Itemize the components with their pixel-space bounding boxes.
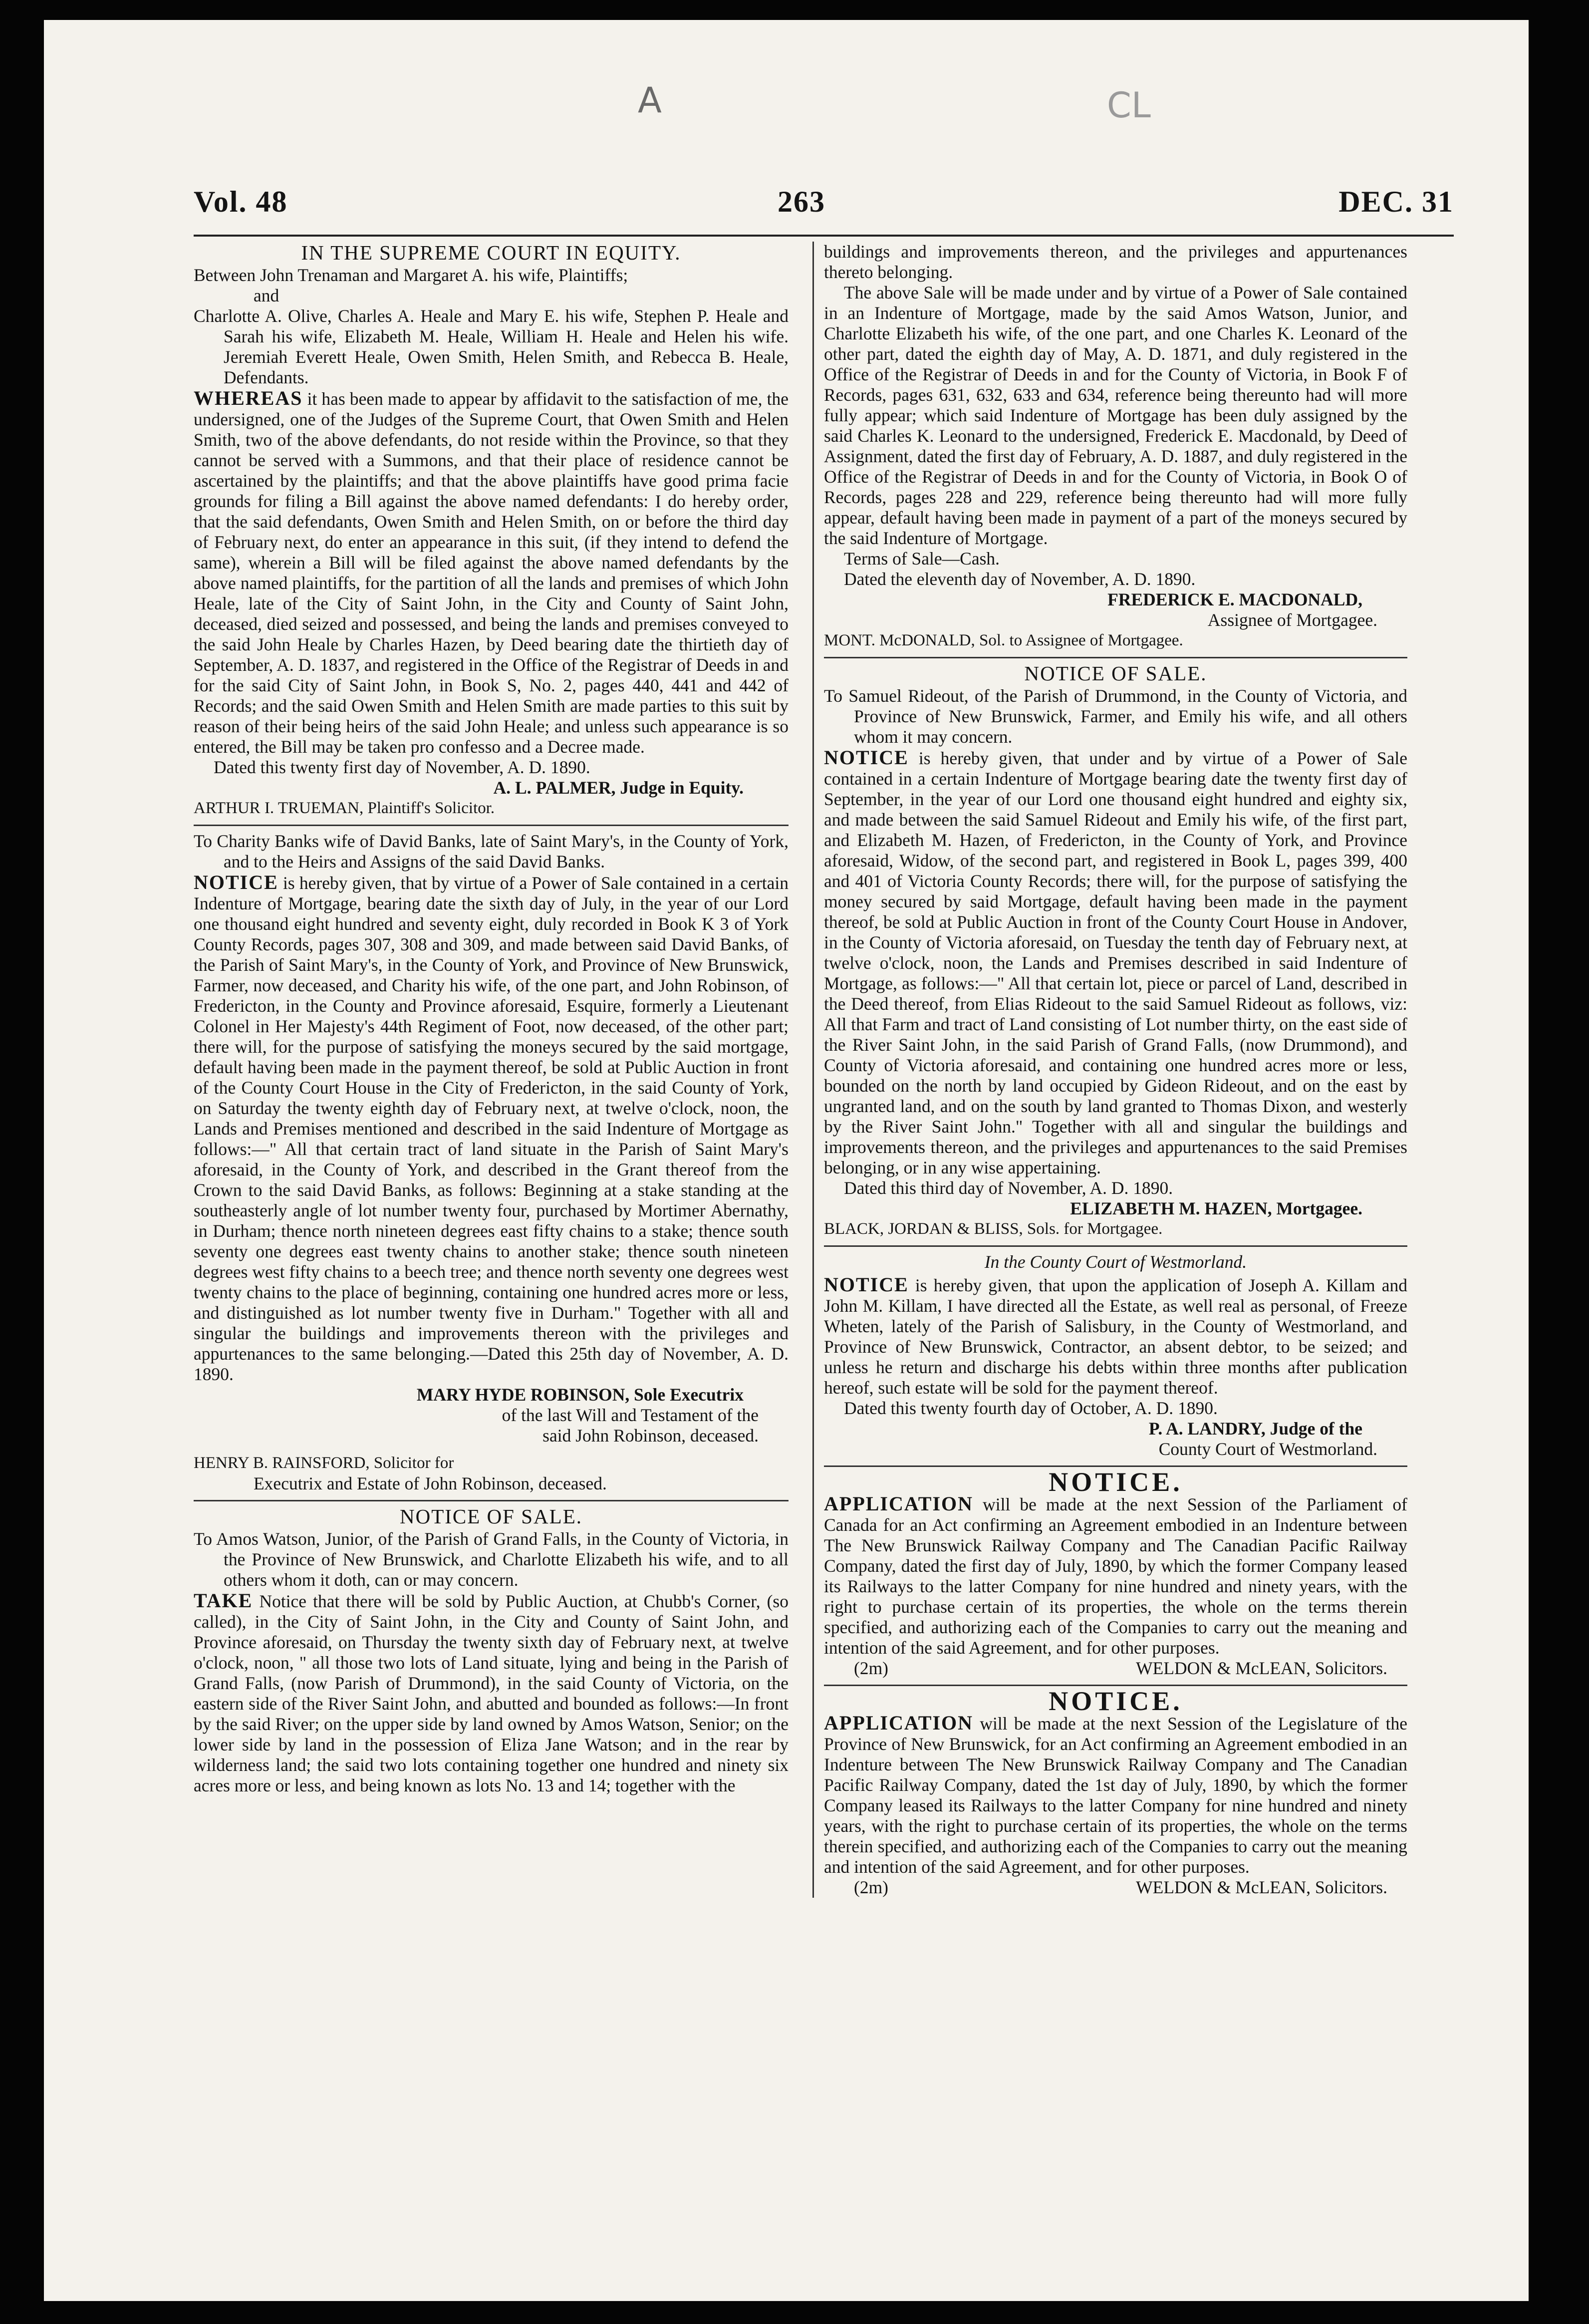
page-header [194, 180, 1454, 235]
notice-lead-word: NOTICE [194, 871, 278, 893]
notice-body: is hereby given, that by virtue of a Power of Sale contained in a certain Indenture of Mortgage, bearing date the sixth day of July, in the year of our Lord one thousand eight hundred and seventy eight, duly recorded in Book K 3 of York County Records, pages 307, 308 and 309, and made between said David Banks, of the Parish of Saint Mary's, in the County of York, and Province of New Brunswick, Farmer, now deceased, and Charity his wife, of the one part, and John Robinson, of Fredericton, in the County and Province aforesaid, Esquire, formerly a Lieutenant Colonel in Her Majesty's 44th Regiment of Foot, now deceased, of the other part; there will, for the purpose of satisfying the moneys secured by the said mortgage, default having been made in the payment thereof, be sold at Public Auction in front of the County Court House in the City of Fredericton, in the said County of York, on Saturday the twenty eighth day of February next, at twelve o'clock, noon, the Lands and Premises mentioned and described in the said Indenture of Mortgage as follows:—" All that certain tract of land situate in the Parish of Saint Mary's aforesaid, in the County of York, and described in the Grant thereof from the Crown to the said David Banks, as follows: Beginning at a stake standing at the southeasterly angle of lot number twenty four, purchased by Mortimer Abernathy, in Durham; thence north nineteen degrees east fifty chains to a stake; thence south seventy one degrees east twenty chains to another stake; thence south nineteen degrees west fifty chains to a beech tree; and thence north seventy one degrees west twenty chains to the place of beginning, containing one hundred acres more or less, and distinguished as lot number twenty five in Durham." Together with all and singular the buildings and improvements thereon with the privileges and appurtenances to the same belonging.—Dated this 25th day of November, A. D. 1890. [194, 873, 789, 1384]
right-column [812, 242, 1407, 1898]
gazette-page [44, 20, 1529, 2301]
notice-address: To Charity Banks wife of David Banks, late of Saint Mary's, in the County of York, and to the Heirs and Assigns of the said David Banks. [194, 831, 789, 872]
notice-body: will be made at the next Session of the Parliament of Canada for an Act confirming an Agreement embodied in an Indenture between The New Brunswick Railway Company and The Canadian Pacific Railway Company, dated the first day of July, 1890, by which the former Company leased its Railways to the latter Company for nine hundred and ninety years, with the right to purchase certain of its properties, the whole on the terms therein specified, and authorizing each of the Companies to carry out the meaning and intention of the said Agreement, and for other purposes. [824, 1494, 1407, 1658]
notice-solicitor: ARTHUR I. TRUEMAN, Plaintiff's Solicitor. [194, 799, 495, 817]
notice-para2: The above Sale will be made under and by virtue of a Power of Sale contained in an Indenture of Mortgage, made by the said Amos Watson, Junior, and Charlotte Elizabeth his wife, of the one part, and one Charles K. Leonard of the other part, dated the eighth day of May, A. D. 1871, and duly registered in the Office of the Registrar of Deeds in and for the County of Victoria, in Book F of Records, pages 631, 632, 633 and 634, reference being thereunto had will more fully appear; which said Indenture of Mortgage has been duly assigned by the said Charles K. Leonard to the undersigned, Frederick E. Macdonald, by Deed of Assignment, dated the first day of February, A. D. 1887, and duly registered in the Office of the Registrar of Deeds in and for the County of Victoria, in Book O of Records, pages 228 and 229, reference being thereunto had will more fully appear, default having been made in payment of a part of the moneys secured by the said Indenture of Mortgage. [824, 283, 1407, 548]
pencil-mark: CL [1107, 85, 1151, 126]
notice-parliament-application [824, 1467, 1407, 1679]
notice-body-para [824, 747, 1407, 1178]
notice-heading: NOTICE OF SALE. [400, 1505, 582, 1528]
notice-body: is hereby given, that upon the application of Joseph A. Killam and John M. Killam, I have directed all the Estate, as well real as personal, of Freeze Wheten, lately of the Parish of Salisbury, in the County of Westmorland, and Province of New Brunswick, Contractor, an absent debtor, to be seized; and unless he return and discharge his debts within three months after publication hereof, such estate will be sold for the payment thereof. [824, 1275, 1407, 1398]
divider [194, 1500, 789, 1501]
notice-address: To Amos Watson, Junior, of the Parish of Grand Falls, in the County of Victoria, in the Province of New Brunswick, and Charlotte Elizabeth his wife, and to all others whom it doth, can or may concern. [194, 1529, 789, 1590]
notice-lead-word: APPLICATION [824, 1492, 974, 1515]
notice-signer-line3: said John Robinson, deceased. [542, 1426, 759, 1446]
notice-signer-line2: County Court of Westmorland. [1158, 1439, 1377, 1459]
notice-footer [824, 1658, 1407, 1679]
notice-dated: Dated this twenty fourth day of October, A. D. 1890. [844, 1398, 1218, 1418]
left-column [194, 242, 789, 1898]
notice-signer: P. A. LANDRY, Judge of the [1148, 1419, 1362, 1439]
notice-code: (2m) [854, 1877, 889, 1897]
notice-lead-word: TAKE [194, 1589, 253, 1612]
notice-heading: IN THE SUPREME COURT IN EQUITY. [301, 242, 681, 264]
notice-body-para [194, 1590, 789, 1796]
notice-body: it has been made to appear by affidavit to the satisfaction of me, the undersigned, one of the Judges of the Supreme Court, that Owen Smith and Helen Smith, two of the above defendants, do not reside within the Province, so that they cannot be served with a Summons, and that their place of residence cannot be ascertained by the plaintiffs; and that the above plaintiffs have good prima facie grounds for filing a Bill against the above named defendants: I do hereby order, that the said defendants, Owen Smith and Helen Smith, on or before the third day of February next, do enter an appearance in this suit, (if they intend to defend the same), wherein a Bill will be filed against the above named defendants by the above named plaintiffs, for the partition of all the lands and premises of which John Heale, late of the City of Saint John, in the City and County of Saint John, deceased, died seized and possessed, and being the lands and premises conveyed to the said John Heale by Charles Hazen, by Deed bearing date the thirtieth day of September, A. D. 1837, and registered in the Office of the Registrar of Deeds in and for the said City of Saint John, in Book S, No. 2, pages 440, 441 and 442 of Records; and the said Owen Smith and Helen Smith are made parties to this suit by reason of their being heirs of the said John Heale; and unless such appearance is so entered, the Bill may be taken pro confesso and a Decree made. [194, 389, 789, 757]
notice-sale-watson [194, 1506, 789, 1796]
notice-terms: Terms of Sale—Cash. [844, 549, 1000, 569]
notice-sale-watson-cont [824, 242, 1407, 651]
notice-address: To Samuel Rideout, of the Parish of Drummond, in the County of Victoria, and Province of New Brunswick, Farmer, and Emily his wife, and all others whom it may concern. [824, 686, 1407, 747]
notice-footer [824, 1877, 1407, 1898]
notice-lead-word: APPLICATION [824, 1712, 974, 1734]
notice-dated: Dated this third day of November, A. D. 1890. [844, 1178, 1173, 1198]
notice-signer-line2: Assignee of Mortgagee. [1207, 610, 1377, 630]
notice-solicitor: BLACK, JORDAN & BLISS, Sols. for Mortgagee. [824, 1220, 1163, 1238]
notice-code: (2m) [854, 1658, 889, 1678]
notice-body-continued: buildings and improvements thereon, and the privileges and appurtenances thereto belonging. [824, 242, 1407, 282]
notice-body: Notice that there will be sold by Public Auction, at Chubb's Corner, (so called), in the City of Saint John, in the City and County of Saint John, and Province aforesaid, on Thursday the twenty sixth day of February next, at twelve o'clock, noon, " all those two lots of Land situate, lying and being in the Parish of Grand Falls, (now Parish of Drummond), in the said County of Victoria, on the eastern side of the River Saint John, and abutted and bounded as follows:—In front by the said River; on the upper side by land owned by Amos Watson, Senior; on the lower side by land in the possession of Eliza Jane Watson; and in the rear by wilderness land; the said two lots containing together one hundred and ninety six acres more or less, and being known as lots No. 13 and 14; together with the [194, 1591, 789, 1795]
notice-lead-word: WHEREAS [194, 387, 303, 409]
notice-and: and [254, 286, 279, 305]
notice-body-para [824, 1713, 1407, 1877]
notice-dated: Dated the eleventh day of November, A. D. 1890. [844, 569, 1196, 589]
notice-body-para [194, 872, 789, 1385]
notice-westmorland-court [824, 1252, 1407, 1459]
notice-signer: MARY HYDE ROBINSON, Sole Executrix [416, 1385, 744, 1405]
notice-body: will be made at the next Session of the Legislature of the Province of New Brunswick, for an Act confirming an Agreement embodied in an Indenture between The New Brunswick Railway Company and The Canadian Pacific Railway Company, dated the 1st day of July, 1890, by which the former Company leased its Railways to the latter Company for nine hundred and ninety years, with the right to purchase certain of its properties, the whole on the terms therein specified, and authorizing each of the Companies to carry out the meaning and intention of the said Agreement, and for other purposes. [824, 1714, 1407, 1877]
notice-solicitor: HENRY B. RAINSFORD, Solicitor for [194, 1454, 454, 1472]
notice-solicitor-line2: Executrix and Estate of John Robinson, deceased. [254, 1473, 607, 1493]
divider [824, 1245, 1407, 1247]
divider [194, 825, 789, 826]
notice-lead-word: NOTICE [824, 746, 909, 769]
notice-sale-rideout [824, 663, 1407, 1239]
pencil-mark: A [638, 80, 662, 121]
issue-date: DEC. 31 [1338, 185, 1454, 218]
notice-heading: In the County Court of Westmorland. [984, 1252, 1247, 1272]
notice-defendants: Charlotte A. Olive, Charles A. Heale and Mary E. his wife, Stephen P. Heale and Sarah his wife, Elizabeth M. Heale, William H. Heale and Helen his wife. Jeremiah Everett Heale, Owen Smith, Helen Smith, and Rebecca B. Heale, Defendants. [194, 306, 789, 387]
notice-signer: ELIZABETH M. HAZEN, Mortgagee. [1070, 1198, 1362, 1218]
notice-solicitor: WELDON & McLEAN, Solicitors. [1136, 1877, 1387, 1897]
notice-body-para [194, 388, 789, 757]
notice-supreme-court [194, 243, 789, 819]
notice-heading: NOTICE. [1049, 1467, 1183, 1497]
notice-signer: A. L. PALMER, Judge in Equity. [493, 778, 744, 798]
volume-label: Vol. 48 [194, 185, 288, 218]
notice-body: is hereby given, that under and by virtue of a Power of Sale contained in a certain Indenture of Mortgage bearing date the twenty first day of September, in the year of our Lord one thousand eight hundred and eighty six, and made between the said Samuel Rideout and Emily his wife, of the first part, and Elizabeth M. Hazen, of Fredericton, in the County of York, and Province aforesaid, Widow, of the second part, and registered in Book L, pages 399, 400 and 401 of Victoria County Records; there will, for the purpose of satisfying the money secured by said Mortgage, default having been made in the payment thereof, be sold at Public Auction in front of the County Court House in Andover, in the County of Victoria aforesaid, on Tuesday the tenth day of February next, at twelve o'clock, noon, the Lands and Premises described in said Indenture of Mortgage, as follows:—" All that certain lot, piece or parcel of Land, described in the Deed thereof, from Elias Rideout to the said Samuel Rideout as follows, viz: All that Farm and tract of Land consisting of Lot number thirty, on the east side of the River Saint John, in the said Parish of Grand Falls, (now Drummond), and County of Victoria aforesaid, and containing one hundred acres more or less, bounded on the north by land occupied by Gideon Rideout, and on the east by ungranted land, and on the south by land granted to Thomas Dixon, and westerly by the River Saint John." Together with all and singular the buildings and improvements thereon, and the privileges and appurtenances to the said Premises belonging, or in any wise appertaining. [824, 748, 1407, 1177]
notice-body-para [824, 1274, 1407, 1398]
notice-heading: NOTICE. [1049, 1686, 1183, 1716]
columns [194, 235, 1454, 1898]
notice-banks-mortgage [194, 831, 789, 1494]
notice-heading: NOTICE OF SALE. [1024, 662, 1207, 685]
notice-lead-word: NOTICE [824, 1273, 909, 1296]
notice-signer: FREDERICK E. MACDONALD, [1107, 589, 1362, 609]
notice-signer-line2: of the last Will and Testament of the [502, 1405, 759, 1425]
notice-dated: Dated this twenty first day of November, A. D. 1890. [214, 757, 590, 777]
notice-body-para [824, 1493, 1407, 1658]
notice-parties: Between John Trenaman and Margaret A. his wife, Plaintiffs; [194, 265, 628, 285]
notice-legislature-application [824, 1686, 1407, 1898]
notice-solicitor: WELDON & McLEAN, Solicitors. [1136, 1658, 1387, 1678]
divider [824, 657, 1407, 658]
notice-solicitor: MONT. McDONALD, Sol. to Assignee of Mortgagee. [824, 631, 1183, 649]
page-number: 263 [778, 185, 825, 218]
